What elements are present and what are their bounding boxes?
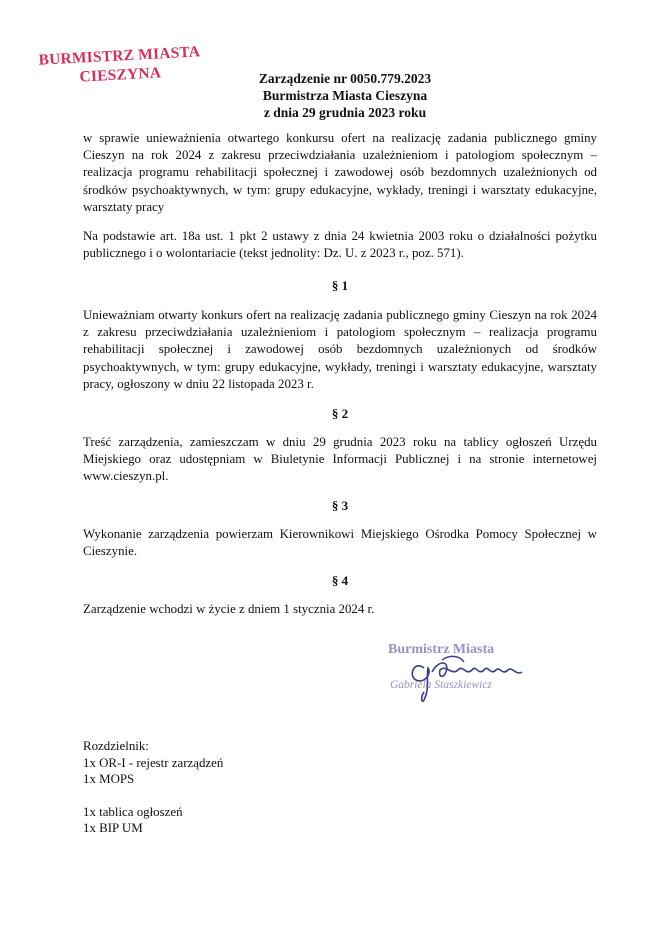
section-4-text: Zarządzenie wchodzi w życie z dniem 1 stycznia 2024 r. xyxy=(83,602,375,616)
distribution-item: 1x MOPS xyxy=(83,772,135,786)
section-3-heading: § 3 xyxy=(331,498,349,513)
distribution-item: 1x OR-I - rejestr zarządzeń xyxy=(83,755,224,770)
document-date: z dnia 29 grudnia 2023 roku xyxy=(263,105,427,120)
distribution-list xyxy=(83,738,383,837)
legal-basis-paragraph: Na podstawie art. 18a ust. 1 pkt 2 ustawy z dnia 24 kwietnia 2003 roku o działalności pożytku publicznego i o wolontariacie (tekst jednolity: Dz. U. z 2023 r., poz. 571). xyxy=(83,229,597,261)
handwritten-signature xyxy=(402,646,542,706)
stamp-line-1: BURMISTRZ MIASTA xyxy=(38,43,201,69)
section-2-heading: § 2 xyxy=(331,406,349,421)
document-title-block xyxy=(180,70,510,121)
distribution-item: 1x tablica ogłoszeń xyxy=(83,804,183,819)
section-1-heading: § 1 xyxy=(331,278,349,293)
subject-paragraph: w sprawie unieważnienia otwartego konkursu ofert na realizację zadania publicznego gminy Cieszyn na rok 2024 z zakresu przeciwdziałania uzależnieniom i patologiom społecznym – realizacja programu rehabilitacji społecznej i zawodowej osób bezdomnych uzależnionych od środków psychoaktywnych, w tym: grupy edukacyjne, wykłady, treningi i warsztaty edukacyjne, warsztaty pracy xyxy=(83,131,597,214)
section-3-text: Wykonanie zarządzenia powierzam Kierownikowi Miejskiego Ośrodka Pomocy Społecznej w Cieszynie. xyxy=(83,527,597,559)
document-issuer: Burmistrza Miasta Cieszyna xyxy=(262,88,428,103)
section-2-text: Treść zarządzenia, zamieszczam w dniu 29 grudnia 2023 roku na tablicy ogłoszeń Urzędu Miejskiego oraz udostępniam w Biuletynie Informacji Publicznej i na stronie internetowej www.cieszyn.pl. xyxy=(83,435,597,484)
section-1-text: Unieważniam otwarty konkurs ofert na realizację zadania publicznego gminy Cieszyn na rok 2024 z zakresu przeciwdziałania uzależnieniom i patologiom społecznym – realizacja programu rehabilitacji społecznej i zawodowej osób bezdomnych uzależnionych od środków psychoaktywnych, w tym: grupy edukacyjne, wykłady, treningi i warsztaty edukacyjne, warsztaty pracy, ogłoszony w dniu 22 listopada 2023 r. xyxy=(83,308,597,391)
signature-stamp-title: Burmistrz Miasta xyxy=(388,642,495,657)
document-title: Zarządzenie nr 0050.779.2023 xyxy=(258,71,432,86)
distribution-item: 1x BIP UM xyxy=(83,821,143,835)
signature-stamp-name: Gabriela Staszkiewicz xyxy=(390,679,492,691)
distribution-heading: Rozdzielnik: xyxy=(83,739,149,753)
signature-block xyxy=(382,642,542,702)
stamp-line-2: CIESZYNA xyxy=(79,64,162,86)
section-4-heading: § 4 xyxy=(331,573,349,588)
